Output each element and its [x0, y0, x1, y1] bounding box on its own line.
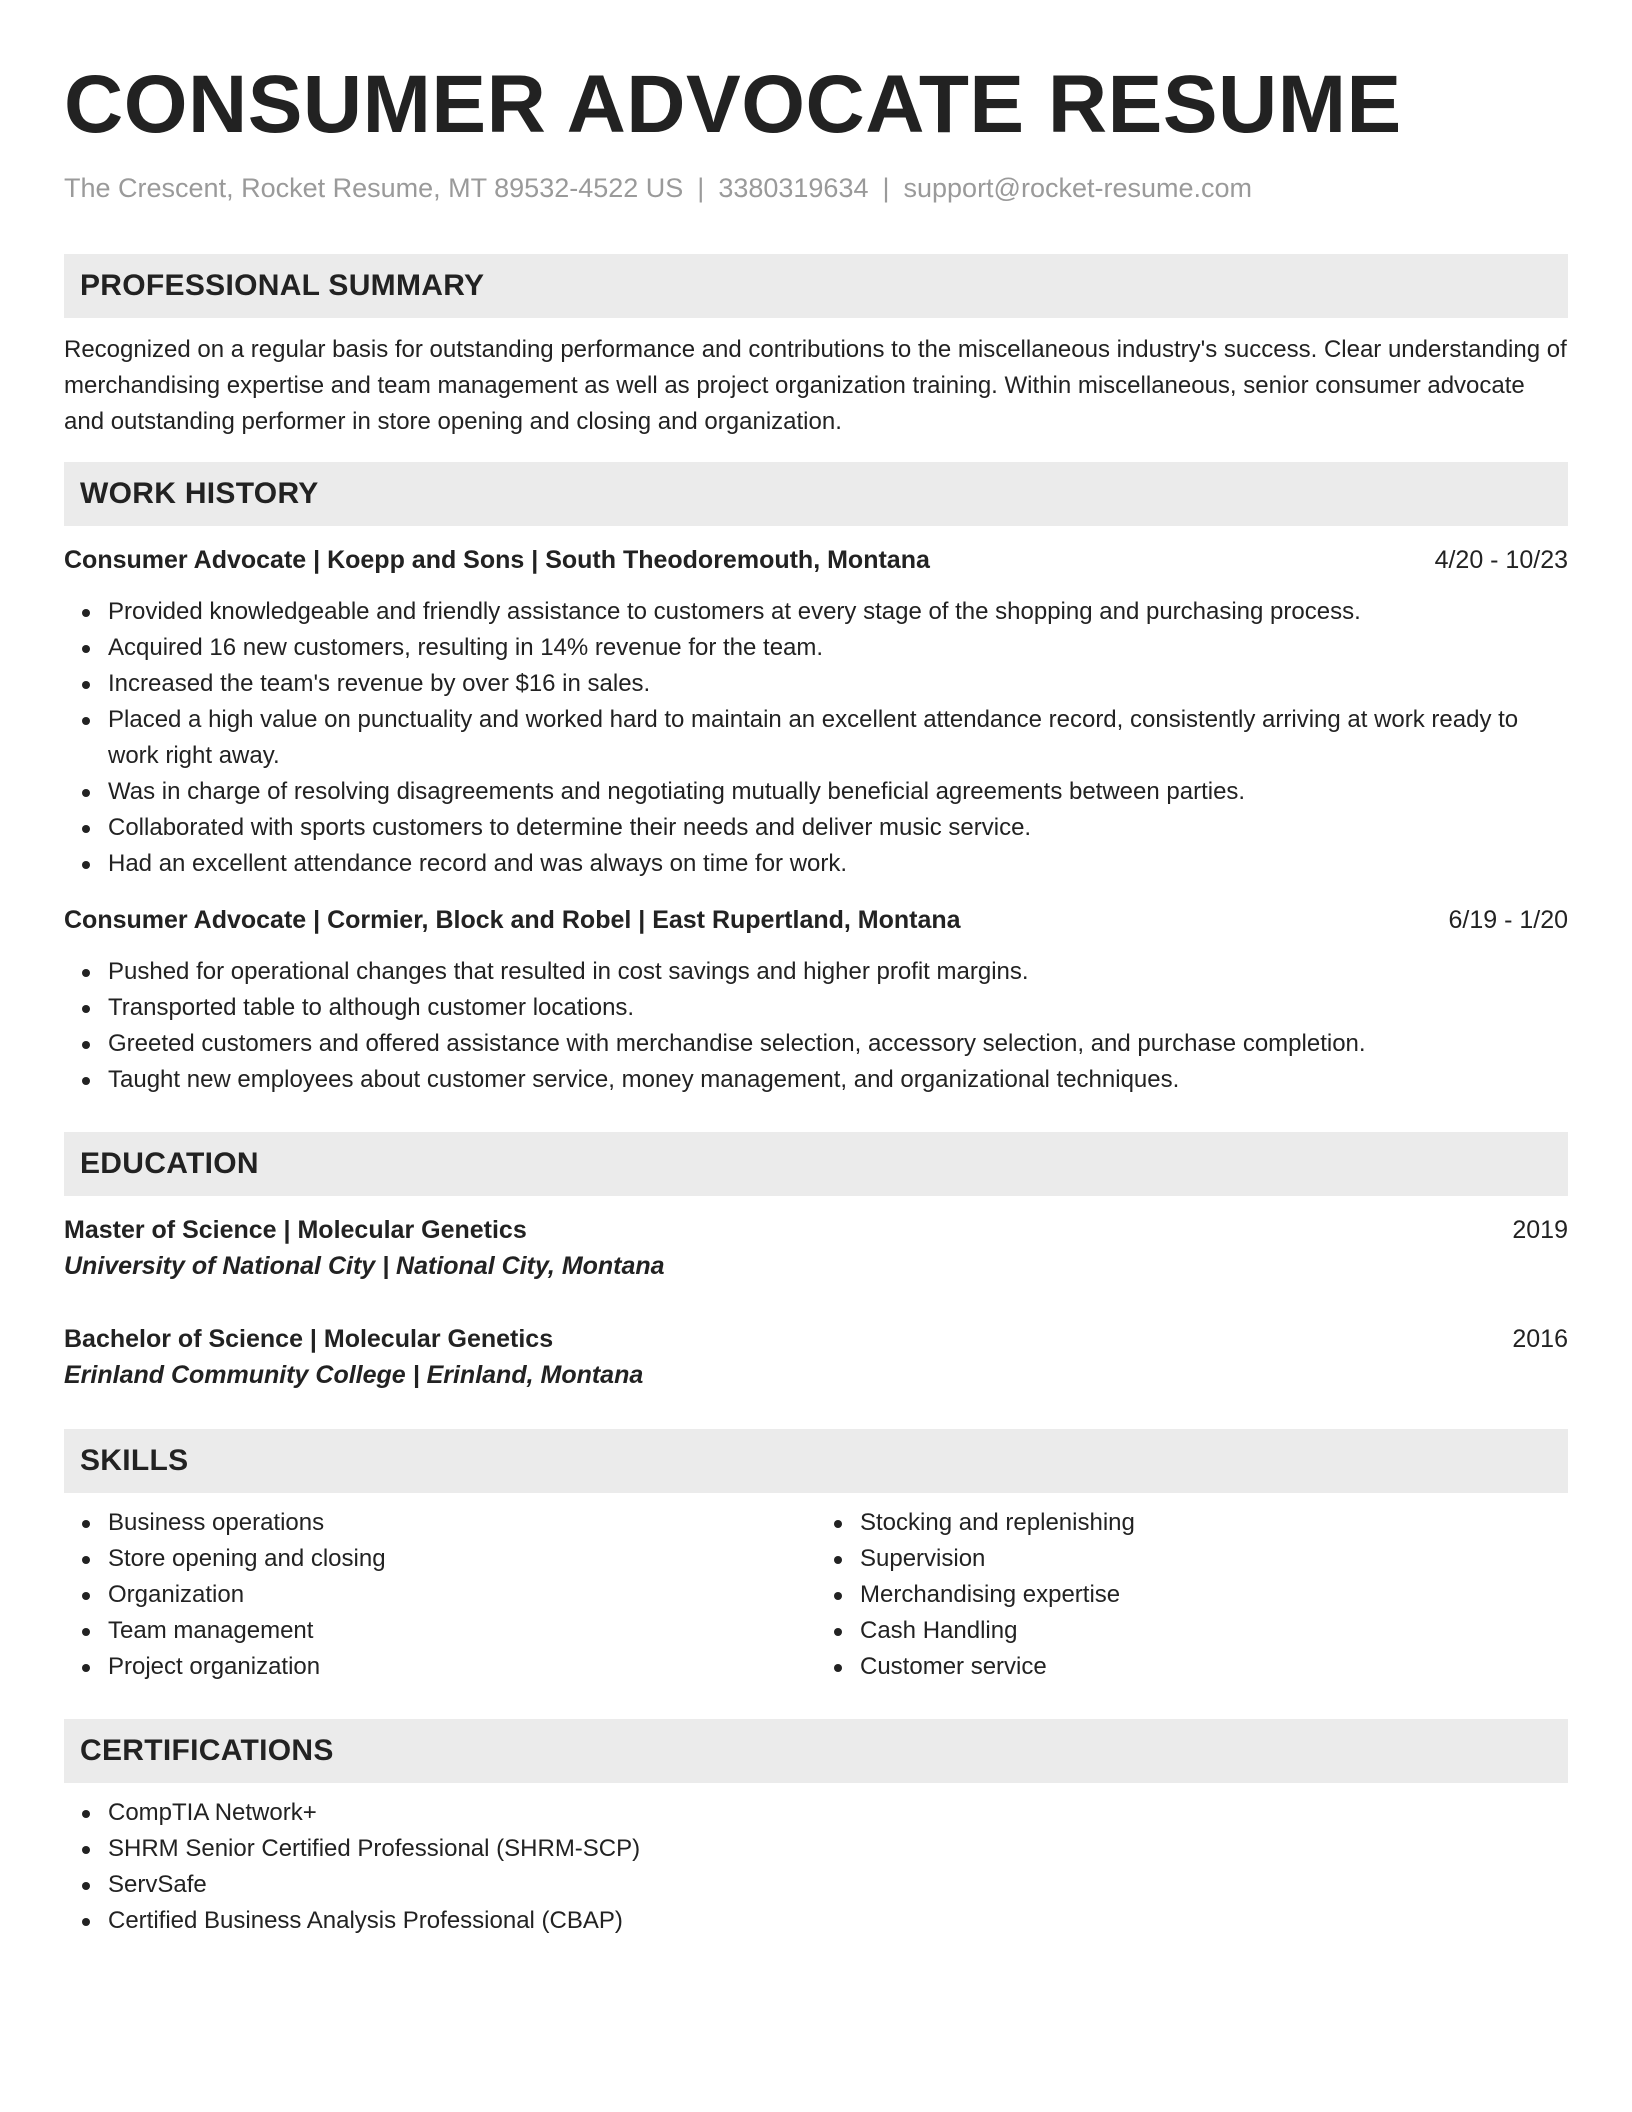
job-bullet: Transported table to although customer locations. [108, 990, 1568, 1026]
job-header [64, 542, 1568, 578]
skill-item: Cash Handling [860, 1613, 1568, 1649]
job-bullet: Greeted customers and offered assistance with merchandise selection, accessory selection, and purchase completion. [108, 1026, 1568, 1062]
education-header [64, 1321, 1568, 1357]
skill-item: Store opening and closing [108, 1541, 816, 1577]
job-dates: 6/19 - 1/20 [1448, 906, 1568, 935]
job-bullet: Taught new employees about customer service, money management, and organizational techniques. [108, 1062, 1568, 1098]
skills-column-left [64, 1505, 816, 1685]
contact-phone: 3380319634 [718, 173, 869, 203]
skills-grid [64, 1505, 1568, 1685]
job-bullets [64, 594, 1568, 882]
contact-line [64, 172, 1568, 204]
skills-list [816, 1505, 1568, 1685]
skill-item: Supervision [860, 1541, 1568, 1577]
certification-item: Certified Business Analysis Professional (CBAP) [108, 1903, 1568, 1939]
skill-item: Merchandising expertise [860, 1577, 1568, 1613]
education-year: 2019 [1512, 1216, 1568, 1245]
certification-item: ServSafe [108, 1867, 1568, 1903]
summary-text: Recognized on a regular basis for outstanding performance and contributions to the miscellaneous industry's success. Clear understanding of merchandising expertise and team management as well as project organization training. Within miscellaneous, senior consumer advocate and outstanding performer in store opening and closing and organization. [64, 336, 1567, 436]
job-title: Consumer Advocate | Koepp and Sons | South Theodoremouth, Montana [64, 546, 930, 575]
education-header [64, 1212, 1568, 1248]
job-bullet: Collaborated with sports customers to determine their needs and deliver music service. [108, 810, 1568, 846]
skill-item: Business operations [108, 1505, 816, 1541]
education-school: Erinland Community College | Erinland, Montana [64, 1361, 644, 1390]
skills-heading: SKILLS [64, 1429, 1568, 1493]
certifications-list [64, 1795, 1568, 1939]
skill-item: Project organization [108, 1649, 816, 1685]
contact-email: support@rocket-resume.com [903, 173, 1253, 203]
education-entry [64, 1212, 1568, 1284]
education-school: University of National City | National City, Montana [64, 1252, 665, 1281]
job-bullets [64, 954, 1568, 1098]
job-title: Consumer Advocate | Cormier, Block and Robel | East Rupertland, Montana [64, 906, 961, 935]
job-header [64, 902, 1568, 938]
job-entry [64, 542, 1568, 882]
job-bullet: Pushed for operational changes that resulted in cost savings and higher profit margins. [108, 954, 1568, 990]
skill-item: Customer service [860, 1649, 1568, 1685]
skills-column-right [816, 1505, 1568, 1685]
job-bullet: Increased the team's revenue by over $16 in sales. [108, 666, 1568, 702]
resume-title: CONSUMER ADVOCATE RESUME [64, 59, 1402, 150]
contact-separator: | [697, 173, 705, 203]
contact-separator: | [882, 173, 890, 203]
education-degree: Bachelor of Science | Molecular Genetics [64, 1325, 554, 1354]
job-bullet: Was in charge of resolving disagreements and negotiating mutually beneficial agreements between parties. [108, 774, 1568, 810]
work-history-heading: WORK HISTORY [64, 462, 1568, 526]
job-bullet: Placed a high value on punctuality and worked hard to maintain an excellent attendance record, consistently arriving at work ready to work right away. [108, 702, 1568, 774]
job-bullet: Provided knowledgeable and friendly assistance to customers at every stage of the shopping and purchasing process. [108, 594, 1568, 630]
job-entry [64, 902, 1568, 1098]
certification-item: SHRM Senior Certified Professional (SHRM-SCP) [108, 1831, 1568, 1867]
certification-item: CompTIA Network+ [108, 1795, 1568, 1831]
skill-item: Team management [108, 1613, 816, 1649]
education-heading: EDUCATION [64, 1132, 1568, 1196]
education-year: 2016 [1512, 1325, 1568, 1354]
job-bullet: Had an excellent attendance record and was always on time for work. [108, 846, 1568, 882]
skill-item: Organization [108, 1577, 816, 1613]
certifications-heading: CERTIFICATIONS [64, 1719, 1568, 1783]
education-degree: Master of Science | Molecular Genetics [64, 1216, 527, 1245]
job-bullet: Acquired 16 new customers, resulting in 14% revenue for the team. [108, 630, 1568, 666]
skill-item: Stocking and replenishing [860, 1505, 1568, 1541]
education-entry [64, 1321, 1568, 1393]
skills-list [64, 1505, 816, 1685]
summary-heading: PROFESSIONAL SUMMARY [64, 254, 1568, 318]
contact-address: The Crescent, Rocket Resume, MT 89532-4522 US [64, 173, 684, 203]
job-dates: 4/20 - 10/23 [1434, 546, 1568, 575]
